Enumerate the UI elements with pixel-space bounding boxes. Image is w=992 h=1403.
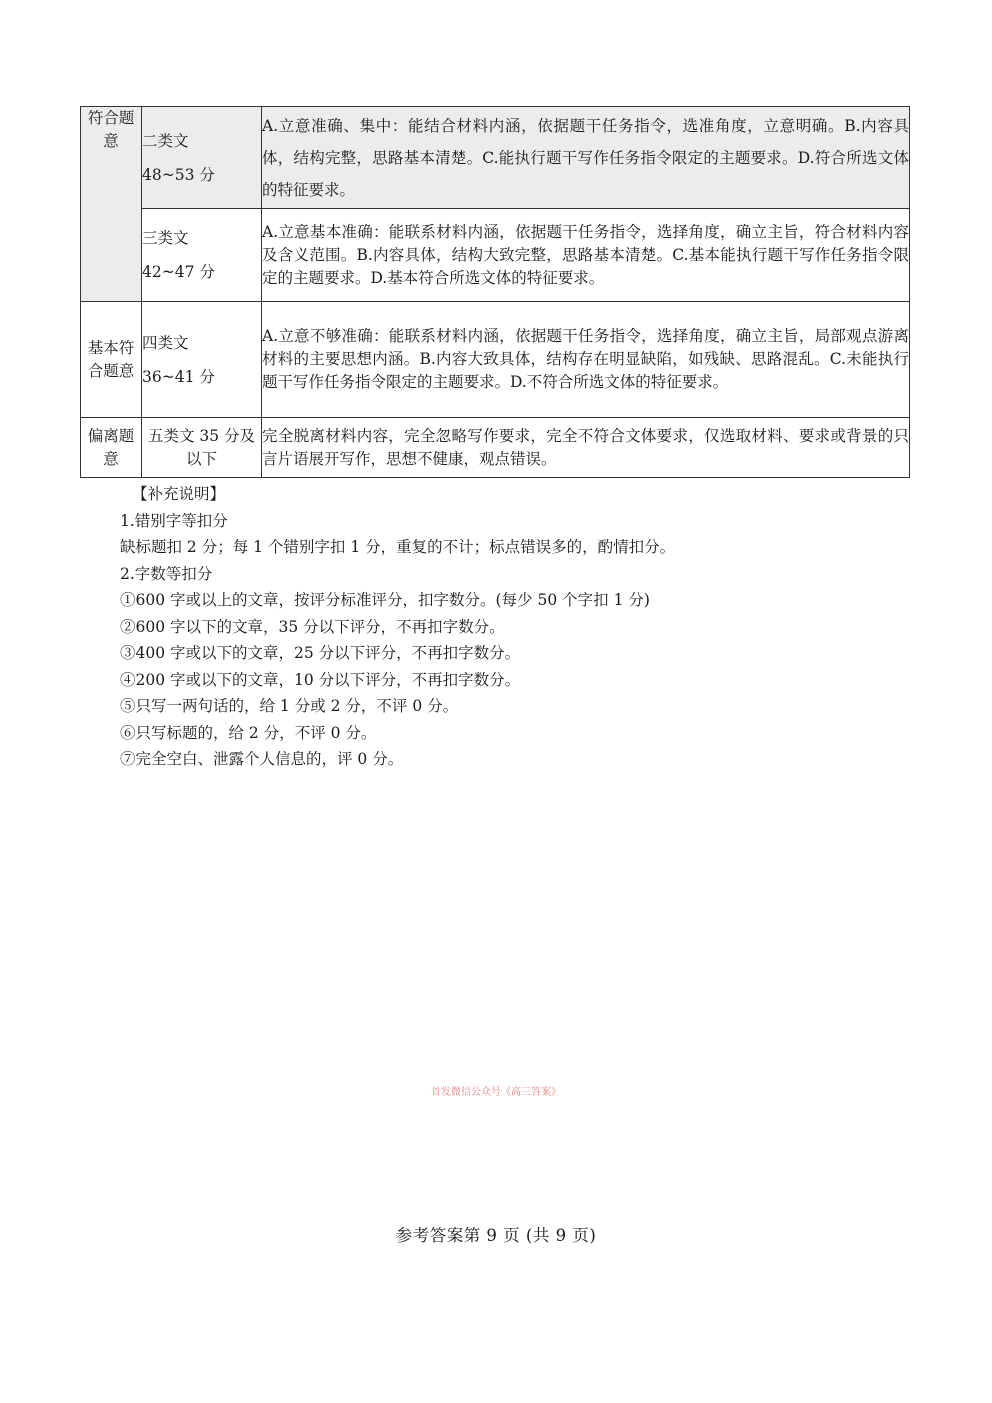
notes-heading: 【补充说明】 bbox=[132, 485, 226, 503]
note-line: ①600 字或以上的文章，按评分标准评分，扣字数分。(每少 50 个字扣 1 分) bbox=[120, 591, 650, 609]
grade-cell bbox=[142, 302, 262, 418]
category-cell: 基本符合题意 bbox=[81, 302, 142, 418]
category-cell: 偏离题意 bbox=[81, 418, 142, 478]
note-line: 2.字数等扣分 bbox=[120, 564, 213, 583]
supplementary-notes bbox=[120, 481, 675, 773]
grade-name: 二类文 bbox=[142, 131, 189, 150]
grade-range: 42~47 分 bbox=[142, 263, 215, 281]
grade-cell bbox=[142, 209, 262, 302]
grade-cell: 五类文 35 分及以下 bbox=[142, 418, 262, 478]
grade-cell bbox=[142, 107, 262, 209]
table-row bbox=[81, 107, 910, 209]
note-line: ③400 字或以下的文章，25 分以下评分，不再扣字数分。 bbox=[120, 644, 521, 662]
note-line: ④200 字或以下的文章，10 分以下评分，不再扣字数分。 bbox=[120, 670, 521, 689]
grade-name: 四类文 bbox=[142, 333, 189, 352]
grade-name: 三类文 bbox=[142, 229, 189, 247]
note-line: ②600 字以下的文章，35 分以下评分，不再扣字数分。 bbox=[120, 617, 505, 636]
note-line: ⑤只写一两句话的，给 1 分或 2 分，不评 0 分。 bbox=[120, 697, 459, 715]
note-line: 缺标题扣 2 分；每 1 个错别字扣 1 分，重复的不计；标点错误多的，酌情扣分。 bbox=[120, 538, 676, 556]
page-footer: 参考答案第 9 页 (共 9 页) bbox=[395, 1226, 597, 1245]
description-cell: A.立意准确、集中：能结合材料内涵，依据题干任务指令，选准角度，立意明确。B.内容具体，结构完整，思路基本清楚。C.能执行题干写作任务指令限定的主题要求。D.符合所选文体的特征要求。 bbox=[262, 107, 910, 209]
category-cell: 符合题意 bbox=[81, 107, 142, 302]
table-row bbox=[81, 209, 910, 302]
scoring-rubric-table bbox=[80, 106, 910, 478]
grade-range: 48~53 分 bbox=[142, 165, 215, 184]
description-cell: A.立意不够准确：能联系材料内涵，依据题干任务指令，选择角度，确立主旨，局部观点游离材料的主要思想内涵。B.内容大致具体，结构存在明显缺陷，如残缺、思路混乱。C.未能执行题干写作任务指令限定的主题要求。D.不符合所选文体的特征要求。 bbox=[262, 302, 910, 418]
description-cell: A.立意基本准确：能联系材料内涵，依据题干任务指令，选择角度，确立主旨，符合材料内容及含义范围。B.内容具体，结构大致完整，思路基本清楚。C.基本能执行题干写作任务指令限定的主题要求。D.基本符合所选文体的特征要求。 bbox=[262, 209, 910, 302]
note-line: 1.错别字等扣分 bbox=[120, 511, 228, 530]
watermark-text: 首发微信公众号《高三答案》 bbox=[431, 1087, 561, 1098]
note-line: ⑥只写标题的，给 2 分，不评 0 分。 bbox=[120, 723, 377, 742]
grade-range: 36~41 分 bbox=[142, 367, 215, 386]
note-line: ⑦完全空白、泄露个人信息的，评 0 分。 bbox=[120, 750, 404, 768]
description-cell: 完全脱离材料内容，完全忽略写作要求，完全不符合文体要求，仅选取材料、要求或背景的只言片语展开写作，思想不健康，观点错误。 bbox=[262, 418, 910, 478]
table-row bbox=[81, 302, 910, 418]
table-row bbox=[81, 418, 910, 478]
